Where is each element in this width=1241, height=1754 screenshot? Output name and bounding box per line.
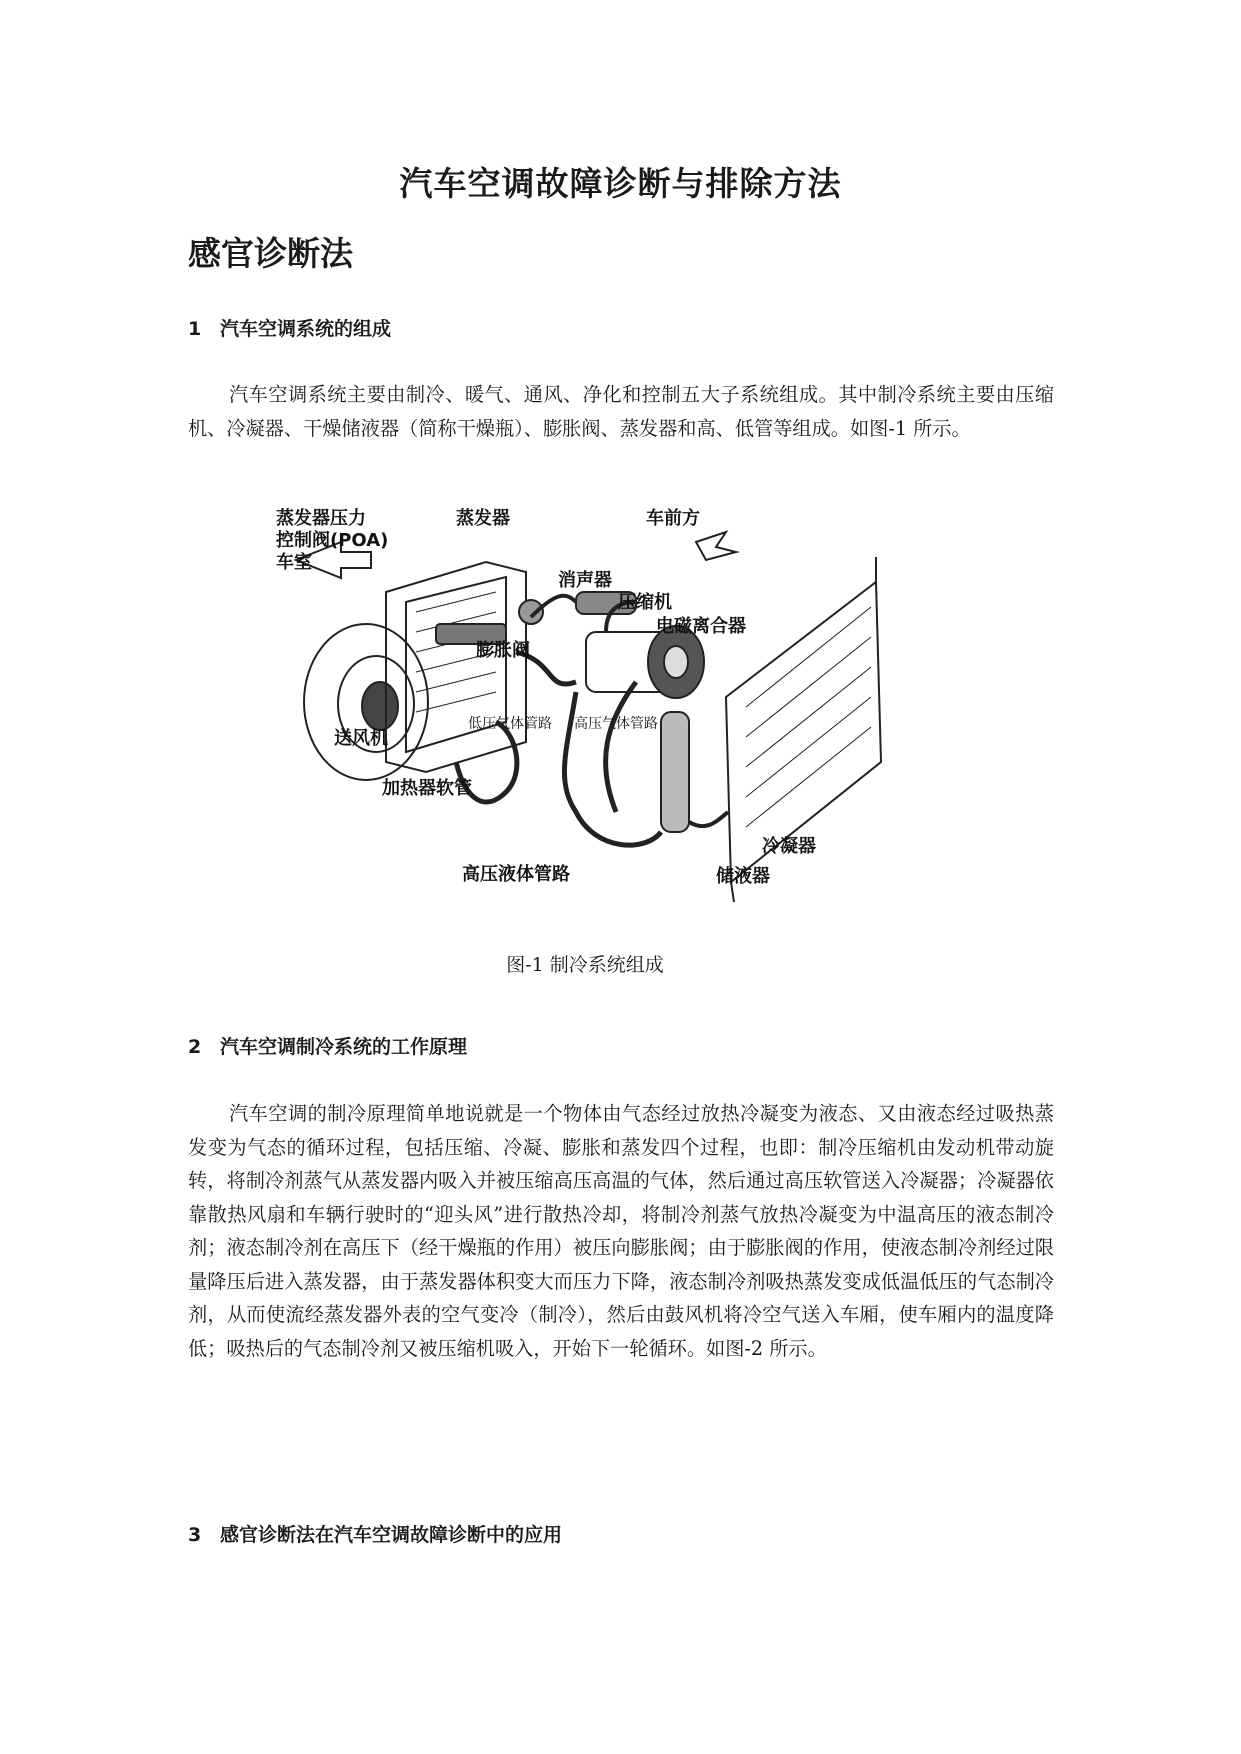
- receiver-drier: [661, 712, 689, 832]
- expansion-valve-body: [519, 600, 543, 624]
- high-pressure-liquid-line: [564, 692, 661, 845]
- label-muffler: 消声器: [558, 570, 612, 591]
- label-heater-hose: 加热器软管: [382, 778, 472, 799]
- figure-caption: 图-1 制冷系统组成: [506, 954, 664, 976]
- label-poa-line2: 控制阀(POA): [276, 530, 389, 551]
- document-title: 汽车空调故障诊断与排除方法: [399, 164, 842, 203]
- label-evaporator: 蒸发器: [456, 508, 510, 529]
- front-arrow-icon: [696, 532, 736, 560]
- label-high-pressure-liquid: 高压液体管路: [462, 864, 570, 885]
- section-number: 2: [188, 1036, 202, 1058]
- section-title: 感官诊断法在汽车空调故障诊断中的应用: [220, 1524, 563, 1546]
- paragraph-composition: [188, 378, 1054, 445]
- label-front: 车前方: [646, 508, 700, 529]
- section-number: 1: [188, 318, 202, 340]
- main-heading: 感官诊断法: [188, 234, 353, 273]
- section-title: 汽车空调系统的组成: [220, 318, 392, 340]
- label-expansion-valve: 膨胀阀: [476, 640, 530, 661]
- label-compressor: 压缩机: [618, 592, 672, 613]
- blower-hub: [362, 682, 398, 730]
- section-number: 3: [188, 1524, 202, 1546]
- label-clutch: 电磁离合器: [656, 616, 746, 637]
- paragraph-text: 汽车空调系统主要由制冷、暖气、通风、净化和控制五大子系统组成。其中制冷系统主要由压缩机、冷凝器、干燥储液器（简称干燥瓶）、膨胀阀、蒸发器和高、低管等组成。如图-1 所示。: [188, 383, 1054, 440]
- refrigeration-system-diagram: [276, 508, 976, 912]
- label-poa-line1: 蒸发器压力: [276, 508, 366, 529]
- label-condenser: 冷凝器: [762, 836, 816, 857]
- section-heading-3: [188, 1520, 562, 1547]
- label-low-pressure-gas: 低压气体管路: [468, 716, 552, 732]
- paragraph-text: 汽车空调的制冷原理简单地说就是一个物体由气态经过放热冷凝变为液态、又由液态经过吸热蒸发变为气态的循环过程，包括压缩、冷凝、膨胀和蒸发四个过程，也即：制冷压缩机由发动机带动旋转，将制冷剂蒸气从蒸发器内吸入并被压缩高压高温的气体，然后通过高压软管送入冷凝器；冷凝器依靠散热风扇和车辆行驶时的“迎头风”进行散热冷却，将制冷剂蒸气放热冷凝变为中温高压的液态制冷剂；液态制冷剂在高压下（经干燥瓶的作用）被压向膨胀阀；由于膨胀阀的作用，使液态制冷剂经过限量降压后进入蒸发器，由于蒸发器体积变大而压力下降，液态制冷剂吸热蒸发变成低温低压的气态制冷剂，从而使流经蒸发器外表的空气变冷（制冷），然后由鼓风机将冷空气送入车厢，使车厢内的温度降低；吸热后的气态制冷剂又被压缩机吸入，开始下一轮循环。如图-2 所示。: [188, 1102, 1054, 1360]
- label-cabin: 车室: [276, 552, 312, 573]
- section-heading-2: [188, 1032, 467, 1059]
- label-high-pressure-gas: 高压气体管路: [574, 716, 658, 732]
- label-receiver: 储液器: [716, 866, 770, 887]
- section-heading-1: [188, 314, 391, 341]
- label-blower: 送风机: [334, 728, 388, 749]
- high-pressure-gas-line: [606, 682, 636, 812]
- paragraph-principle: [188, 1097, 1054, 1365]
- section-title: 汽车空调制冷系统的工作原理: [220, 1036, 468, 1058]
